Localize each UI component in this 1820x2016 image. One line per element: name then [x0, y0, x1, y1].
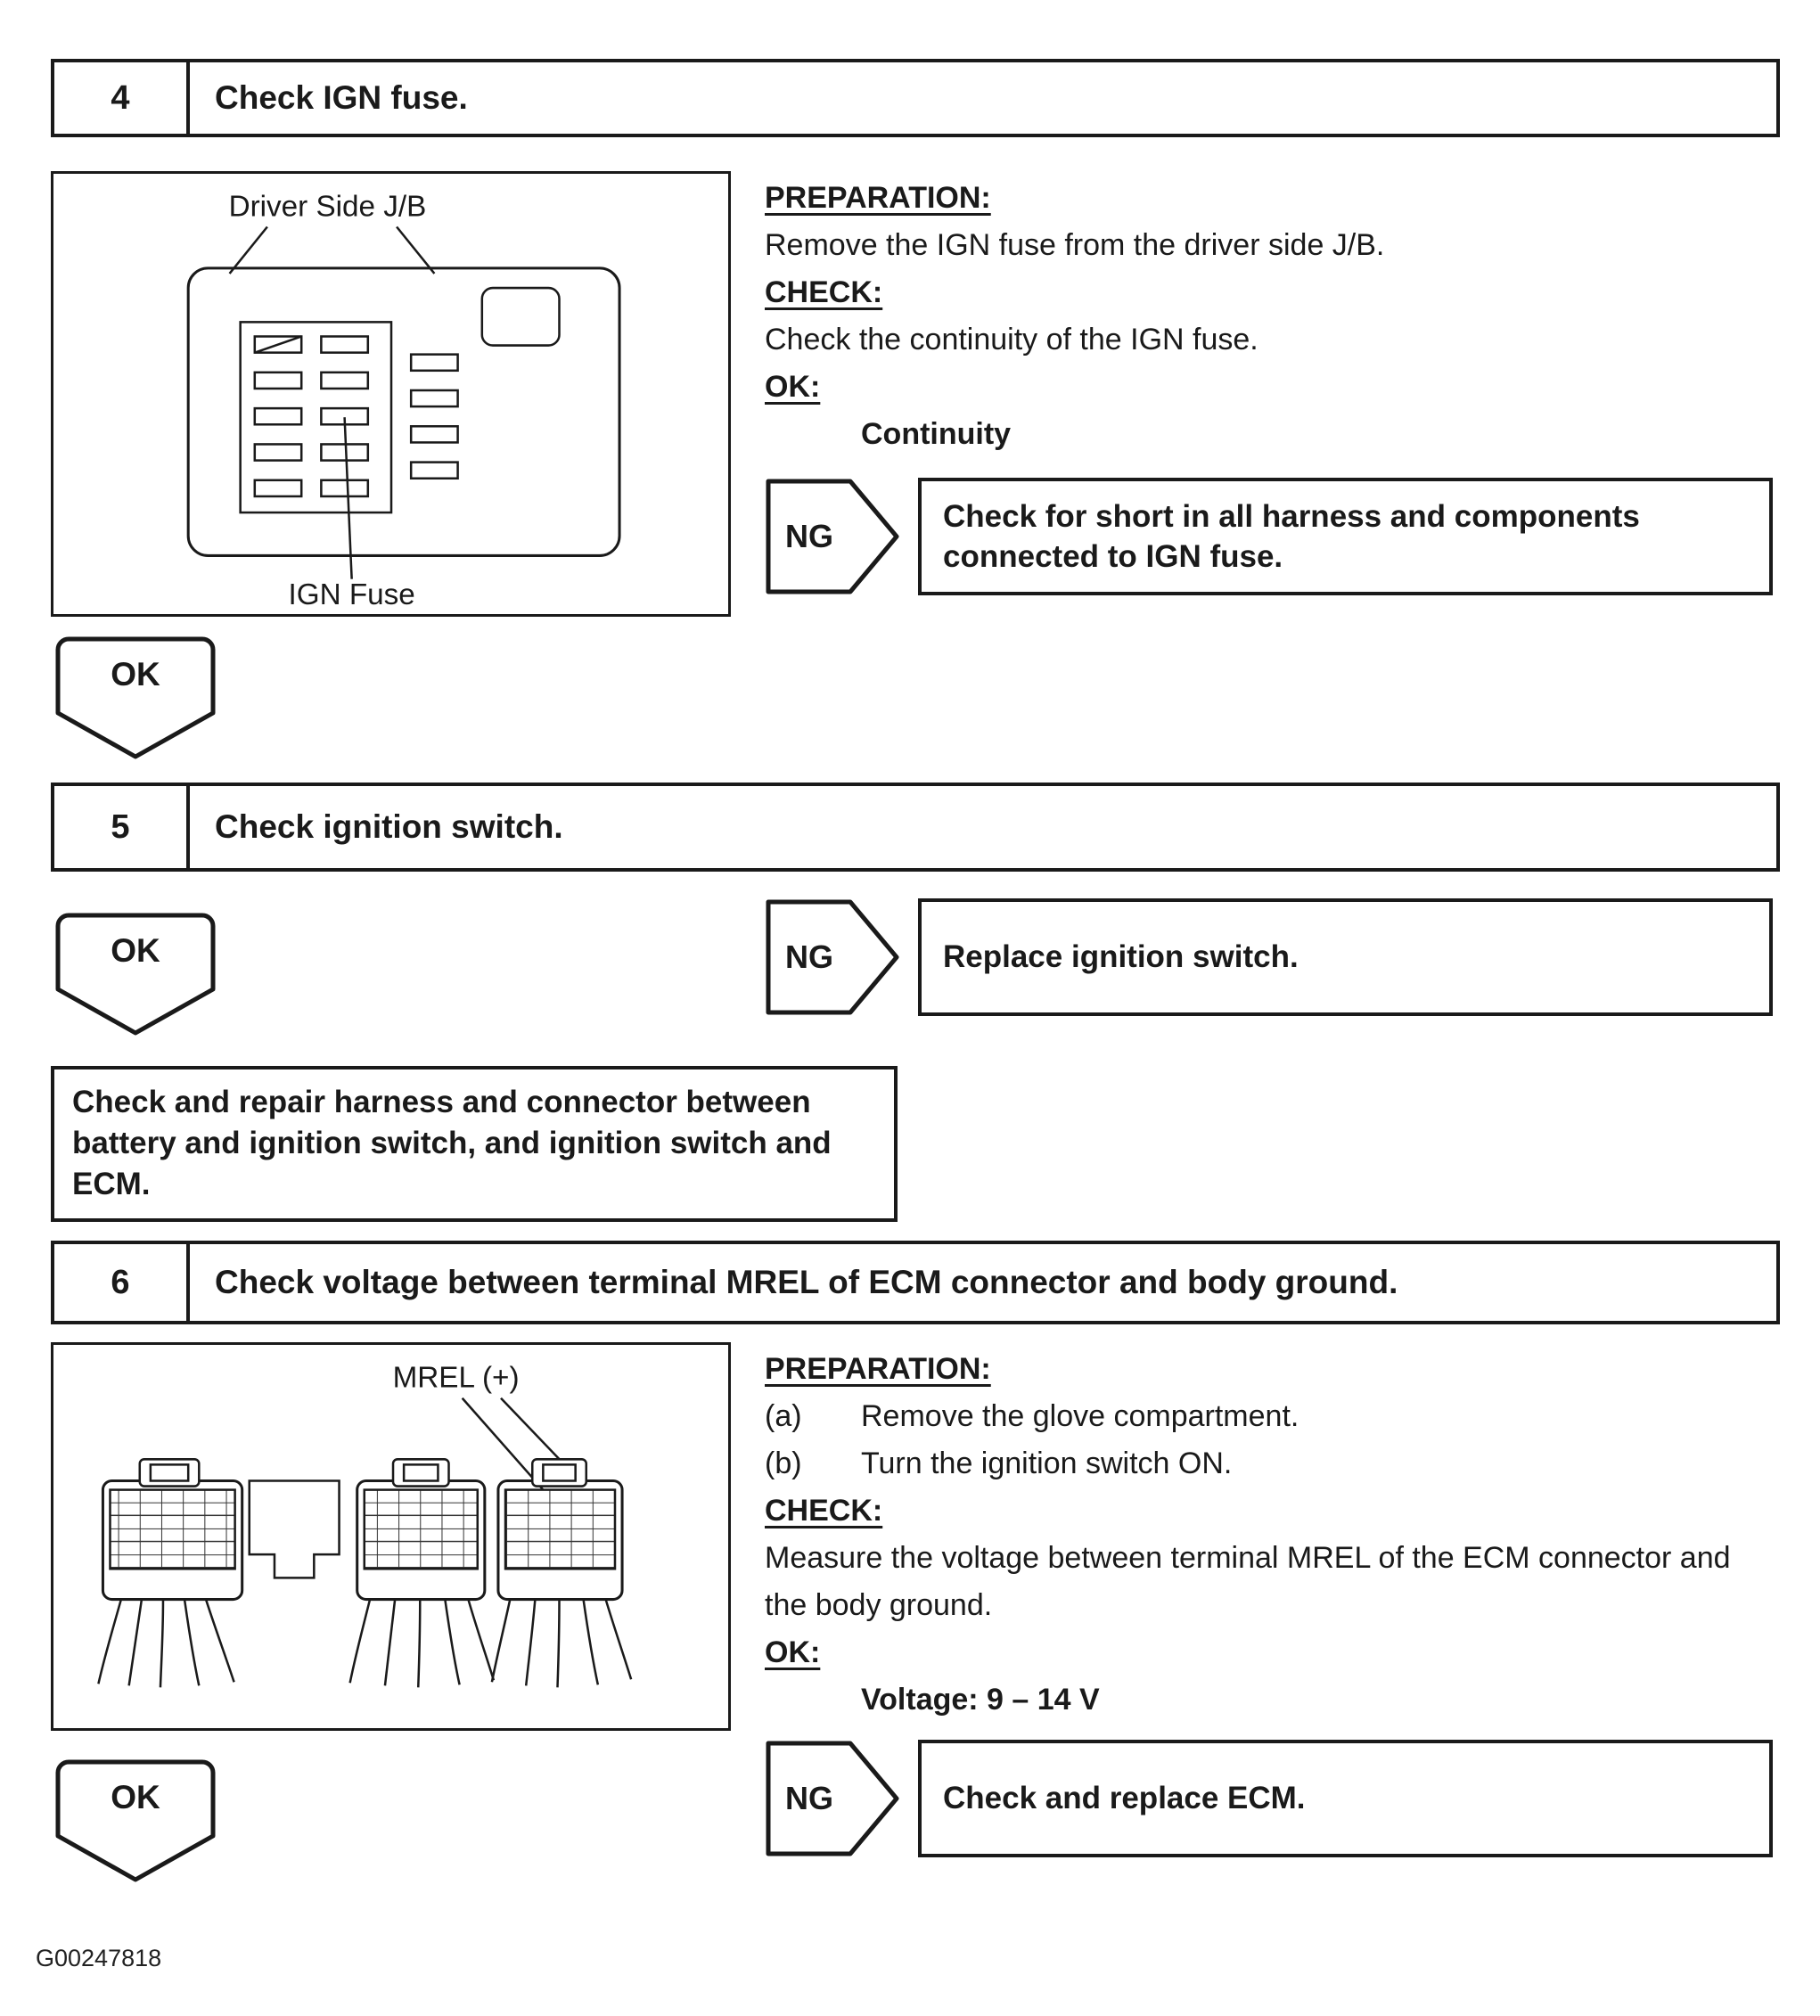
list-marker: (a): [765, 1399, 802, 1433]
step5-title: Check ignition switch.: [215, 808, 563, 845]
ok-heading: OK:: [765, 370, 821, 404]
fuse-box-figure: [51, 171, 731, 617]
ecm-connector-figure: [51, 1342, 731, 1731]
step6-ng-action-box: Check and replace ECM.: [918, 1740, 1773, 1857]
ok-label: OK: [111, 656, 160, 692]
mrel-label: MREL (+): [392, 1361, 520, 1395]
preparation-heading: PREPARATION:: [765, 1352, 991, 1386]
step5-number: 5: [54, 786, 190, 868]
check-heading: CHECK:: [765, 1494, 883, 1528]
step4-instructions: [765, 175, 1773, 458]
ecm-connectors-diagram: [53, 1345, 728, 1728]
figure-id: G00247818: [36, 1945, 162, 1971]
ok-spec: Continuity: [861, 417, 1012, 451]
preparation-text: Remove the IGN fuse from the driver side J/B.: [765, 228, 1385, 262]
ok-arrow-icon: [51, 911, 220, 1037]
ign-fuse-label: IGN Fuse: [288, 578, 415, 611]
step4-title: Check IGN fuse.: [215, 79, 468, 116]
step4-ng-action-box: Check for short in all harness and components connected to IGN fuse.: [918, 478, 1773, 595]
ng-arrow-icon: [765, 1740, 900, 1857]
step6-header: [51, 1241, 1780, 1324]
ok-spec: Voltage: 9 – 14 V: [861, 1683, 1100, 1717]
step6-number: 6: [54, 1244, 190, 1321]
step6-ng-branch: [765, 1740, 1773, 1857]
check-text: Measure the voltage between terminal MREL of the ECM connector and the body ground.: [765, 1541, 1731, 1622]
ok-arrow-icon: [51, 1758, 220, 1884]
ng-arrow-icon: [765, 478, 900, 595]
harness-repair-box: Check and repair harness and connector between battery and ignition switch, and ignition switch and ECM.: [51, 1066, 898, 1222]
step6-instructions: [765, 1346, 1773, 1724]
list-marker: (b): [765, 1446, 802, 1480]
ng-label: NG: [785, 1780, 833, 1816]
step5-header: [51, 783, 1780, 872]
ok-heading: OK:: [765, 1635, 821, 1669]
step5-ng-action-box: Replace ignition switch.: [918, 898, 1773, 1016]
ng-label: NG: [785, 938, 833, 975]
fuse-box-diagram: [53, 174, 728, 614]
ok-label: OK: [111, 932, 160, 969]
step6-title: Check voltage between terminal MREL of ECM connector and body ground.: [215, 1264, 1398, 1300]
prep-item-b: [765, 1440, 1773, 1487]
driver-side-jb-label: Driver Side J/B: [228, 190, 427, 224]
ok-arrow-icon: [51, 635, 220, 761]
ng-label: NG: [785, 518, 833, 554]
step4-header: [51, 59, 1780, 137]
step4-ng-branch: [765, 478, 1773, 595]
step4-number: 4: [54, 62, 190, 134]
list-text: Remove the glove compartment.: [861, 1399, 1299, 1433]
list-text: Turn the ignition switch ON.: [861, 1446, 1233, 1480]
ng-arrow-icon: [765, 898, 900, 1016]
preparation-heading: PREPARATION:: [765, 181, 991, 215]
step5-ng-branch: [765, 898, 1773, 1016]
prep-item-a: [765, 1393, 1773, 1440]
ok-label: OK: [111, 1779, 160, 1815]
check-heading: CHECK:: [765, 275, 883, 309]
check-text: Check the continuity of the IGN fuse.: [765, 323, 1258, 356]
